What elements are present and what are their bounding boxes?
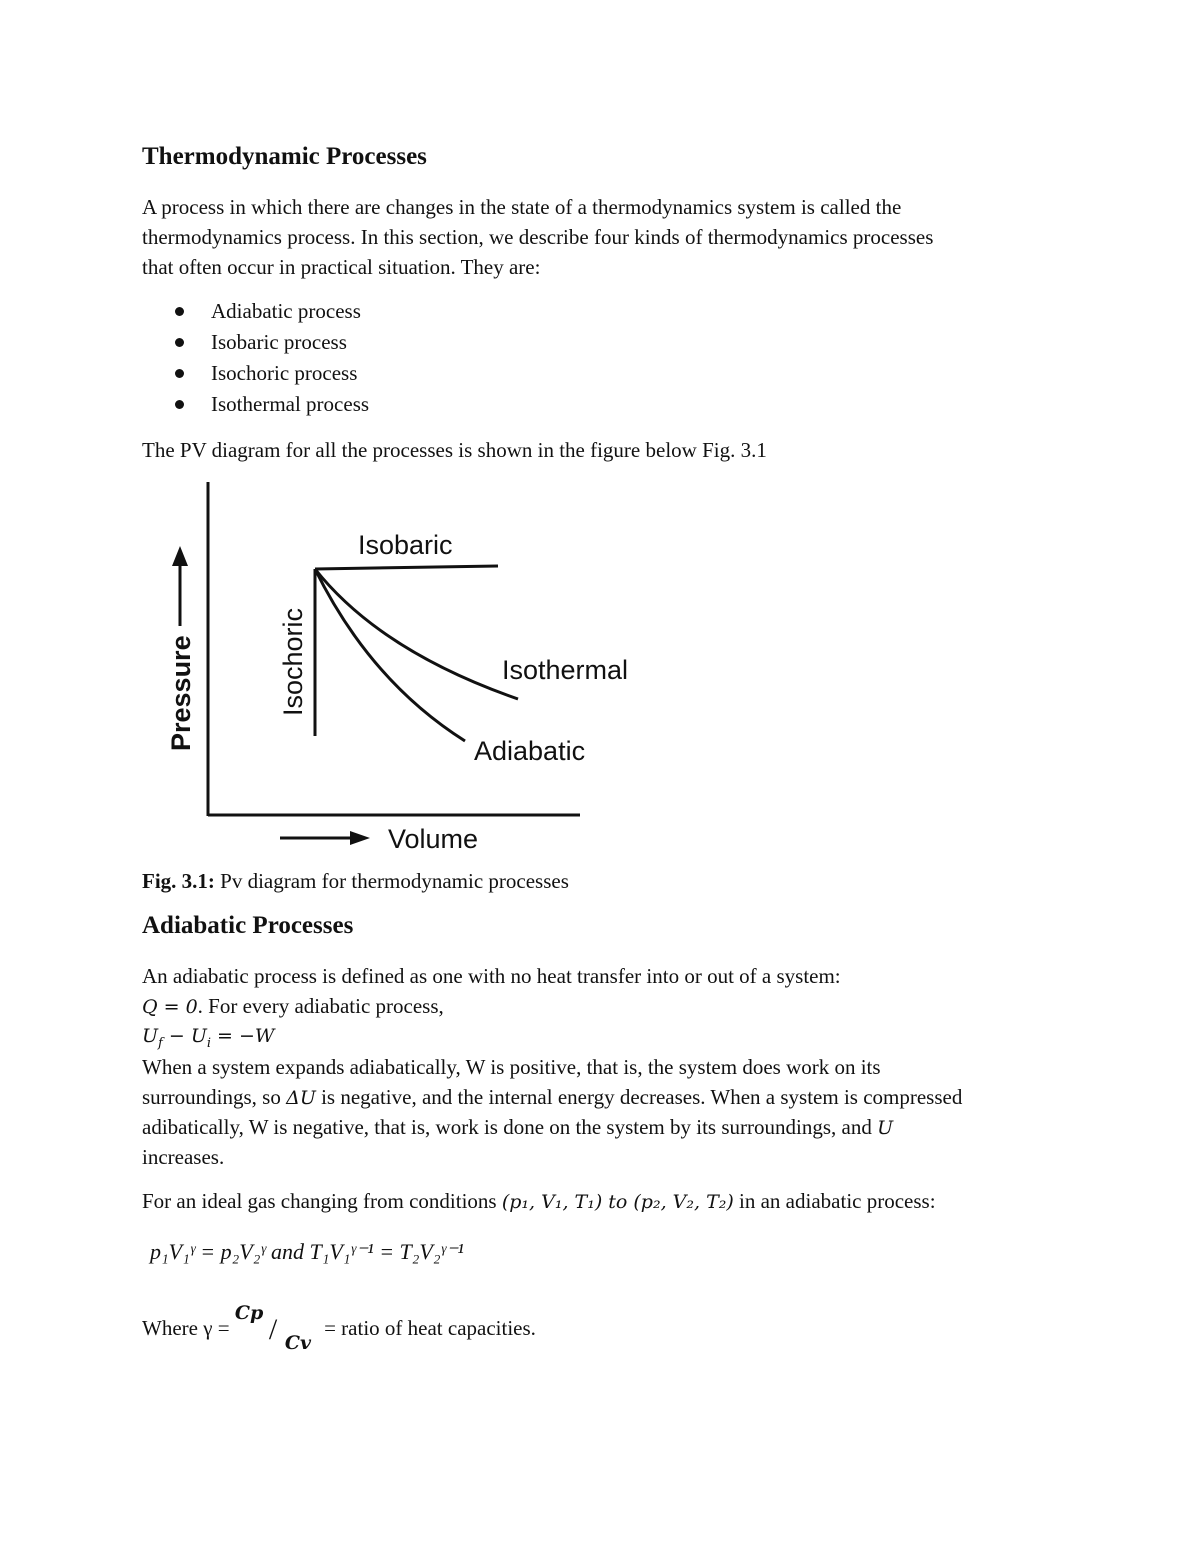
text: Where γ =: [142, 1316, 235, 1340]
section-heading: Adiabatic Processes: [142, 912, 354, 939]
symbol: ΔU: [286, 1087, 316, 1109]
list-item-label: Isochoric process: [211, 361, 358, 385]
list-item: [175, 330, 347, 355]
text: is negative, and the internal energy decreases. When a system is compressed: [315, 1085, 963, 1109]
bullet-icon: [175, 369, 184, 378]
fraction-slash: /: [268, 1313, 278, 1347]
intro-line: thermodynamics process. In this section, we describe four kinds of thermodynamics processes: [142, 225, 934, 249]
x-arrow-icon: [280, 831, 370, 845]
adiabatic-label: Adiabatic: [474, 736, 586, 766]
caption-text: Pv diagram for thermodynamic processes: [214, 869, 569, 893]
isobaric-line: [315, 566, 498, 569]
bullet-icon: [175, 307, 184, 316]
paragraph-line: [142, 1085, 962, 1110]
paragraph-line: [142, 1115, 893, 1140]
isothermal-label: Isothermal: [502, 655, 629, 685]
list-item: [175, 392, 369, 417]
denominator: Cv: [284, 1332, 312, 1355]
adiabatic-formula: p₁V₁ᵞ = p₂V₂ᵞ and T₁V₁ᵞ⁻¹ = T₂V₂ᵞ⁻¹: [150, 1239, 464, 1264]
equation: (p₁, V₁, T₁) to (p₂, V₂, T₂): [501, 1191, 734, 1213]
list-item-label: Adiabatic process: [211, 299, 361, 323]
list-item: [175, 299, 361, 324]
text: surroundings, so: [142, 1085, 287, 1109]
text: For an ideal gas changing from conditions: [142, 1189, 502, 1213]
paragraph-line: [142, 994, 444, 1019]
isothermal-curve: [315, 569, 518, 699]
isochoric-label: Isochoric: [278, 607, 308, 716]
equation: Q = 0: [142, 996, 198, 1018]
eq-part: f: [158, 1035, 163, 1051]
list-item: [175, 361, 357, 386]
caption-label: Fig. 3.1:: [142, 869, 215, 893]
eq-part: = −W: [211, 1025, 275, 1047]
numerator: Cp: [234, 1302, 264, 1325]
eq-part: i: [206, 1035, 212, 1051]
bullet-icon: [175, 338, 184, 347]
bullet-icon: [175, 400, 184, 409]
paragraph-line: When a system expands adiabatically, W is positive, that is, the system does work on its: [142, 1055, 881, 1079]
list-item-label: Isothermal process: [211, 392, 370, 416]
y-arrow-icon: [172, 546, 188, 626]
text: = ratio of heat capacities.: [318, 1316, 536, 1340]
paragraph-line: increases.: [142, 1145, 225, 1169]
eq-part: U: [142, 1025, 159, 1047]
text: in an adiabatic process:: [733, 1189, 936, 1213]
intro-line: that often occur in practical situation. They are:: [142, 255, 541, 279]
list-item-label: Isobaric process: [211, 330, 347, 354]
figure-caption: [142, 869, 569, 893]
x-axis-label: Volume: [388, 824, 479, 854]
paragraph-line: An adiabatic process is defined as one with no heat transfer into or out of a system:: [142, 964, 841, 988]
intro-line: A process in which there are changes in the state of a thermodynamics system is called the: [142, 195, 902, 219]
figure-intro: The PV diagram for all the processes is shown in the figure below Fig. 3.1: [142, 438, 767, 462]
equation-energy: [142, 1024, 274, 1056]
symbol: U: [877, 1117, 894, 1139]
eq-part: − U: [162, 1025, 207, 1047]
paragraph-line: [142, 1189, 936, 1214]
gamma-definition: [142, 1302, 536, 1356]
y-axis-label: Pressure: [166, 635, 196, 751]
pv-diagram: [140, 466, 680, 861]
text: . For every adiabatic process,: [197, 994, 444, 1018]
isobaric-label: Isobaric: [358, 530, 453, 560]
text: adibatically, W is negative, that is, work is done on the system by its surroundings, and: [142, 1115, 878, 1139]
page-title: Thermodynamic Processes: [142, 143, 427, 170]
fraction: [234, 1302, 319, 1355]
